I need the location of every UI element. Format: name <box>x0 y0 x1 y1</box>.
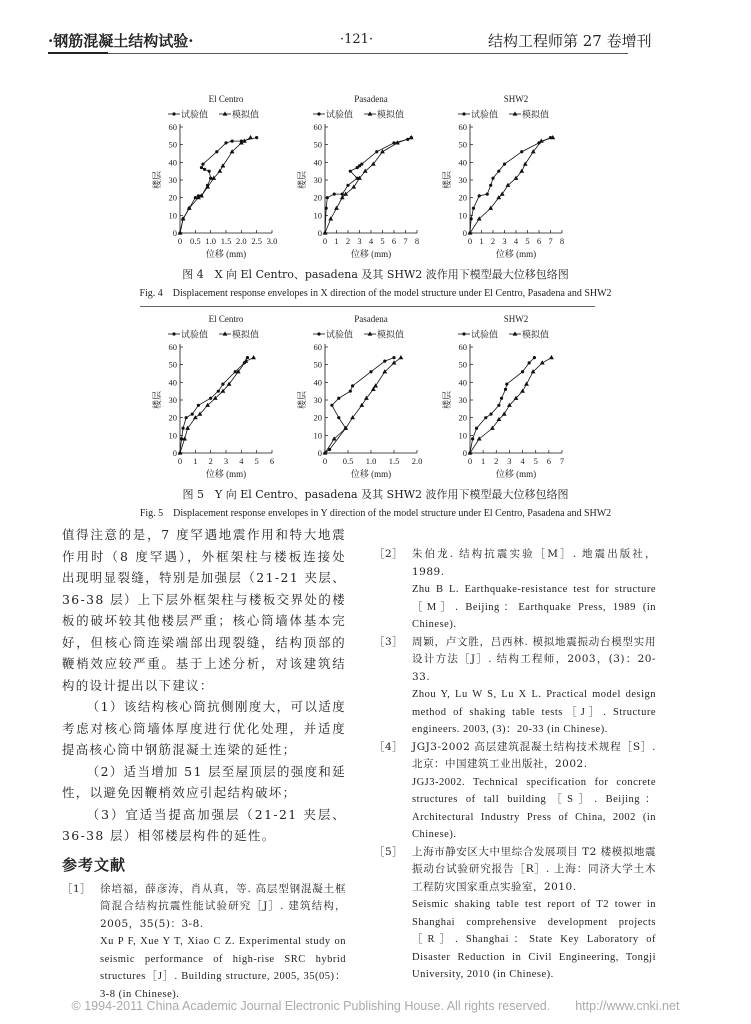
x-tick-label: 4 <box>239 456 244 466</box>
reference-en: Xu P F, Xue Y T, Xiao C Z. Experimental study on seismic performance of high-rise SRC hybrid structures［J］. Building structure, 2005, 35(05)：3-8 (in Chinese). <box>100 936 346 1000</box>
reference-item <box>62 881 346 1004</box>
test-point <box>497 170 500 173</box>
x-tick-label: 6 <box>536 236 542 246</box>
x-axis-label: 位移 (mm) <box>495 469 537 479</box>
y-tick-label: 20 <box>168 192 177 203</box>
x-tick-label: 2.0 <box>411 456 423 466</box>
y-tick-label: 50 <box>313 359 322 370</box>
test-point <box>349 170 352 173</box>
test-point <box>528 361 531 364</box>
sim-point <box>368 111 373 115</box>
page-number: ·121· <box>340 32 374 47</box>
x-tick-label: 0.5 <box>342 456 354 466</box>
x-tick-label: 2 <box>494 456 499 466</box>
test-point <box>200 166 203 169</box>
x-axis-label: 位移 (mm) <box>350 249 392 259</box>
test-point <box>325 207 328 210</box>
test-point <box>478 194 481 197</box>
test-point <box>491 177 494 180</box>
reference-cn: 朱伯龙. 结构抗震实验［M］. 地震出版社，1989. <box>412 548 656 578</box>
legend-label-test: 试验值 <box>181 329 209 340</box>
chart-x-el-centro <box>140 90 300 265</box>
y-tick-label: 10 <box>313 210 322 221</box>
test-point <box>172 332 175 335</box>
reference-label: ［2］ <box>374 548 404 560</box>
legend-label-sim: 模拟值 <box>232 109 260 120</box>
sim-point <box>549 355 554 359</box>
chart-y-el-centro <box>140 310 300 485</box>
x-tick-label: 3 <box>223 456 229 466</box>
y-tick-label: 30 <box>168 175 177 185</box>
test-point <box>475 427 478 430</box>
x-axis-label: 位移 (mm) <box>205 469 247 479</box>
test-point <box>471 437 474 440</box>
copyright-footer: © 1994-2011 China Academic Journal Electronic Publishing House. All rights reserved. http://www.cnki.net <box>71 999 680 1013</box>
test-point <box>484 416 487 419</box>
y-axis-label: 楼层 <box>442 390 452 410</box>
test-point <box>246 356 249 359</box>
test-point <box>520 150 523 153</box>
x-tick-label: 1 <box>334 236 339 246</box>
reference-en: Seismic shaking table test report of T2 tower in Shanghai comprehensive development projects［R］. Shanghai：State Key Laboratory of Disaster Reduction in Civil Engineering, Tongji University, 2010 (in Chinese). <box>412 899 656 980</box>
y-tick-label: 20 <box>313 412 322 423</box>
test-point <box>505 383 508 386</box>
y-tick-label: 0 <box>317 228 322 238</box>
y-tick-label: 60 <box>168 342 177 352</box>
y-axis-label: 楼层 <box>152 390 162 410</box>
x-tick-label: 4 <box>513 236 519 246</box>
sim-point <box>477 436 482 440</box>
x-axis-label: 位移 (mm) <box>350 469 392 479</box>
sim-point <box>399 355 404 359</box>
test-point <box>497 404 500 407</box>
legend-label-test: 试验值 <box>181 109 209 120</box>
reference-item <box>374 739 656 844</box>
sim-point <box>524 382 529 386</box>
test-point <box>333 193 336 196</box>
sim-point <box>251 355 256 359</box>
left-column <box>62 524 346 1003</box>
test-point <box>330 404 333 407</box>
test-point <box>392 356 395 359</box>
y-tick-label: 60 <box>313 122 322 132</box>
y-tick-label: 0 <box>462 448 467 458</box>
x-tick-label: 6 <box>269 456 275 466</box>
legend-label-sim: 模拟值 <box>377 329 405 340</box>
y-tick-label: 50 <box>168 139 177 150</box>
sim-point <box>181 216 186 220</box>
x-tick-label: 0 <box>322 236 328 246</box>
y-tick-label: 50 <box>313 139 322 150</box>
y-tick-label: 60 <box>458 122 467 132</box>
test-point <box>472 207 475 210</box>
fig4-caption-cn: 图 4 X 向 El Centro、pasadena 及其 SHW2 波作用下模型最大位移包络图 <box>182 268 569 281</box>
y-tick-label: 60 <box>458 342 467 352</box>
test-point <box>209 397 212 400</box>
x-tick-label: 1.5 <box>388 456 400 466</box>
running-header-section: ·钢筋混凝土结构试验· <box>48 32 194 50</box>
sim-point <box>368 331 373 335</box>
test-point <box>317 112 320 115</box>
right-column <box>374 546 656 984</box>
x-tick-label: 2 <box>490 236 496 246</box>
x-tick-label: 8 <box>559 236 565 246</box>
x-tick-label: 1 <box>479 236 484 246</box>
recommendation-2: （2）适当增加 51 层至屋顶层的强度和延性，以避免因鞭梢效应引起结构破坏； <box>62 763 346 800</box>
reference-item <box>374 844 656 984</box>
test-point <box>326 196 329 199</box>
test-point <box>201 163 204 166</box>
chart-x-pasadena <box>285 90 445 265</box>
header-rule <box>48 53 628 54</box>
reference-en: Zhu B L. Earthquake-resistance test for structure［M］. Beijing：Earthquake Press, 1989 (in Chinese). <box>412 584 656 630</box>
legend-label-sim: 模拟值 <box>522 329 550 340</box>
y-tick-label: 40 <box>458 377 467 388</box>
y-axis-label: 楼层 <box>442 170 452 190</box>
test-point <box>231 140 234 143</box>
test-point <box>489 413 492 416</box>
reference-cn: 上海市静安区大中里综合发展项目 T2 楼模拟地震振动台试验研究报告［R］. 上海：同济大学土木工程防灾国家重点实验室，2010. <box>412 845 656 893</box>
running-header-journal: 结构工程师第 27 卷增刊 <box>488 32 652 50</box>
fig4-caption-en: Fig. 4 Displacement response envelopes in X direction of the model structure under El Centro, Pasadena and SHW2 <box>139 288 612 299</box>
y-tick-label: 10 <box>458 210 467 221</box>
y-tick-label: 0 <box>462 228 467 238</box>
x-tick-label: 7 <box>548 236 553 246</box>
test-point <box>470 217 473 220</box>
y-axis-label: 楼层 <box>297 390 307 410</box>
fig5-caption-cn: 图 5 Y 向 El Centro、pasadena 及其 SHW2 波作用下模型最大位移包络图 <box>182 488 569 501</box>
legend-label-sim: 模拟值 <box>522 109 550 120</box>
test-point <box>337 416 340 419</box>
reference-cn: JGJ3-2002 高层建筑混凝土结构技术规程［S］. 北京：中国建筑工业出版社，2002. <box>412 740 656 770</box>
y-axis-label: 楼层 <box>297 170 307 190</box>
test-point <box>360 163 363 166</box>
y-axis-label: 楼层 <box>152 170 162 190</box>
x-tick-label: 5 <box>254 456 259 466</box>
test-point <box>486 193 489 196</box>
y-tick-label: 10 <box>168 210 177 221</box>
test-point <box>208 170 211 173</box>
test-point <box>369 370 372 373</box>
x-tick-label: 1 <box>481 456 486 466</box>
x-tick-label: 7 <box>559 456 565 466</box>
series-line-sim <box>470 138 553 233</box>
x-tick-label: 5 <box>533 456 538 466</box>
x-tick-label: 8 <box>414 236 420 246</box>
y-tick-label: 40 <box>168 157 177 168</box>
sim-point <box>217 169 222 173</box>
reference-item <box>374 546 656 634</box>
x-tick-label: 3 <box>357 236 362 246</box>
x-tick-label: 2.5 <box>251 236 262 246</box>
x-tick-label: 6 <box>391 236 397 246</box>
y-tick-label: 40 <box>458 157 467 168</box>
y-tick-label: 20 <box>458 192 467 203</box>
sim-point <box>519 169 524 173</box>
legend-label-sim: 模拟值 <box>232 329 260 340</box>
sim-point <box>520 389 525 393</box>
y-tick-label: 60 <box>168 122 177 132</box>
x-tick-label: 6 <box>546 456 551 466</box>
x-tick-label: 2.0 <box>236 236 247 246</box>
series-line-test <box>470 138 551 233</box>
y-tick-label: 10 <box>313 430 322 441</box>
test-point <box>217 390 220 393</box>
sim-point <box>328 216 333 220</box>
sim-point <box>178 450 183 454</box>
chart-title: SHW2 <box>503 94 529 104</box>
x-tick-label: 5 <box>525 236 530 246</box>
x-axis-label: 位移 (mm) <box>495 249 537 259</box>
x-axis-label: 位移 (mm) <box>205 249 247 259</box>
y-tick-label: 0 <box>317 448 322 458</box>
y-tick-label: 30 <box>313 395 322 405</box>
x-tick-label: 1 <box>193 456 198 466</box>
test-point <box>185 416 188 419</box>
figure-divider <box>140 306 595 307</box>
series-line-sim <box>180 358 254 453</box>
legend-label-sim: 模拟值 <box>377 109 405 120</box>
series-line-test <box>325 138 411 233</box>
y-tick-label: 40 <box>313 157 322 168</box>
test-point <box>203 168 206 171</box>
sim-point <box>193 415 198 419</box>
test-point <box>503 163 506 166</box>
y-tick-label: 0 <box>172 228 177 238</box>
test-point <box>521 370 524 373</box>
sim-point <box>502 412 507 416</box>
legend-label-test: 试验值 <box>471 329 499 340</box>
test-point <box>462 332 465 335</box>
y-tick-label: 60 <box>313 342 322 352</box>
test-point <box>533 356 536 359</box>
test-point <box>221 383 224 386</box>
chart-title: SHW2 <box>503 314 529 324</box>
chart-y-pasadena <box>285 310 445 485</box>
y-tick-label: 30 <box>458 395 467 405</box>
y-tick-label: 20 <box>313 192 322 203</box>
test-point <box>181 427 184 430</box>
y-tick-label: 30 <box>458 175 467 185</box>
test-point <box>191 413 194 416</box>
reference-cn: 周颖，卢文胜，吕西林. 模拟地震振动台模型实用设计方法［J］. 结构工程师，2003，(3)：20-33. <box>412 635 656 683</box>
test-point <box>489 184 492 187</box>
header-rule-accent <box>48 52 108 54</box>
x-tick-label: 0 <box>467 456 473 466</box>
chart-x-shw2 <box>430 90 590 265</box>
y-tick-label: 20 <box>168 412 177 423</box>
reference-label: ［4］ <box>374 740 404 753</box>
x-tick-label: 0 <box>467 236 473 246</box>
recommendation-1: （1）该结构核心筒抗侧刚度大，可以适度考虑对核心筒墙体厚度进行优化处理，并适度提高核心筒中钢筋混凝土连梁的延性； <box>62 699 346 757</box>
y-tick-label: 50 <box>458 139 467 150</box>
x-tick-label: 0 <box>177 236 183 246</box>
series-line-sim <box>325 138 411 233</box>
x-tick-label: 4 <box>520 456 525 466</box>
x-tick-label: 2 <box>208 456 213 466</box>
reference-en: Zhou Y, Lu W S, Lu X L. Practical model design method of shaking table tests［J］. Structure engineers. 2003, (3)：20-33 (in Chinese). <box>412 689 656 735</box>
test-point <box>224 141 227 144</box>
sim-point <box>334 206 339 210</box>
sim-point <box>540 360 545 364</box>
sim-point <box>178 230 183 234</box>
y-tick-label: 10 <box>168 430 177 441</box>
sim-point <box>409 135 414 139</box>
test-point <box>349 390 352 393</box>
test-point <box>375 150 378 153</box>
x-tick-label: 3 <box>507 456 512 466</box>
test-point <box>317 332 320 335</box>
reference-label: ［3］ <box>374 635 404 648</box>
chart-y-shw2 <box>430 310 590 485</box>
reference-en: JGJ3-2002. Technical specification for concrete structures of tall building［S］. Beijing：Architectural Industry Press of China, 2002 (in Chinese). <box>412 776 656 840</box>
test-point <box>383 360 386 363</box>
x-tick-label: 0 <box>177 456 183 466</box>
y-tick-label: 30 <box>313 175 322 185</box>
reference-label: ［1］ <box>62 882 92 895</box>
test-point <box>255 136 258 139</box>
x-tick-label: 0 <box>322 456 328 466</box>
chart-title: El Centro <box>208 314 244 324</box>
x-tick-label: 7 <box>403 236 408 246</box>
x-tick-label: 1.5 <box>220 236 232 246</box>
sim-point <box>223 331 228 335</box>
chart-title: Pasadena <box>354 314 388 324</box>
y-tick-label: 20 <box>458 412 467 423</box>
reference-item <box>374 634 656 739</box>
sim-point <box>392 360 397 364</box>
y-tick-label: 30 <box>168 395 177 405</box>
test-point <box>462 112 465 115</box>
test-point <box>351 384 354 387</box>
x-tick-label: 3.0 <box>266 236 278 246</box>
y-tick-label: 40 <box>313 377 322 388</box>
test-point <box>172 112 175 115</box>
chart-title: Pasadena <box>354 94 388 104</box>
y-tick-label: 50 <box>458 359 467 370</box>
body-paragraph: 值得注意的是，7 度罕遇地震作用和特大地震作用时（8 度罕遇），外框架柱与楼板连接处出现明显裂缝，特别是加强层（21-21 夹层、36-38 层）上下层外框架柱与楼板交界处的楼板的破坏较其他楼层严重；核心筒墙体基本完好，但核心筒连梁端部出现裂缝，结构顶部的鞭梢效应较严重。基于上述分析，对该建筑结构的设计提出以下建议： <box>62 527 346 693</box>
test-point <box>215 150 218 153</box>
x-tick-label: 1.0 <box>365 456 377 466</box>
sim-point <box>513 111 518 115</box>
sim-point <box>223 111 228 115</box>
x-tick-label: 0.5 <box>190 236 201 246</box>
y-tick-label: 0 <box>172 448 177 458</box>
chart-title: El Centro <box>208 94 244 104</box>
sim-point <box>323 230 328 234</box>
sim-point <box>513 331 518 335</box>
x-tick-label: 2 <box>345 236 351 246</box>
x-tick-label: 4 <box>368 236 374 246</box>
legend-label-test: 试验值 <box>326 109 354 120</box>
x-tick-label: 1.0 <box>205 236 216 246</box>
test-point <box>346 184 349 187</box>
legend-label-test: 试验值 <box>471 109 499 120</box>
x-tick-label: 5 <box>380 236 385 246</box>
test-point <box>504 388 507 391</box>
fig5-caption-en: Fig. 5 Displacement response envelopes in Y direction of the model structure under El Centro, Pasadena and SHW2 <box>139 508 612 519</box>
test-point <box>197 404 200 407</box>
x-tick-label: 3 <box>502 236 507 246</box>
test-point <box>337 397 340 400</box>
sim-point <box>248 135 253 139</box>
y-tick-label: 10 <box>458 430 467 441</box>
legend-label-test: 试验值 <box>326 329 354 340</box>
recommendation-3: （3）宜适当提高加强层（21-21 夹层、36-38 层）相邻楼层构件的延性。 <box>62 806 346 843</box>
reference-label: ［5］ <box>374 845 404 858</box>
references-heading: 参考文献 <box>62 855 127 874</box>
y-tick-label: 50 <box>168 359 177 370</box>
test-point <box>500 397 503 400</box>
reference-cn: 徐培福，薛彦涛，肖从真，等. 高层型钢混凝土框筒混合结构抗震性能试验研究［J］. 建筑结构，2005，35(5)：3-8. <box>100 882 346 930</box>
y-tick-label: 40 <box>168 377 177 388</box>
